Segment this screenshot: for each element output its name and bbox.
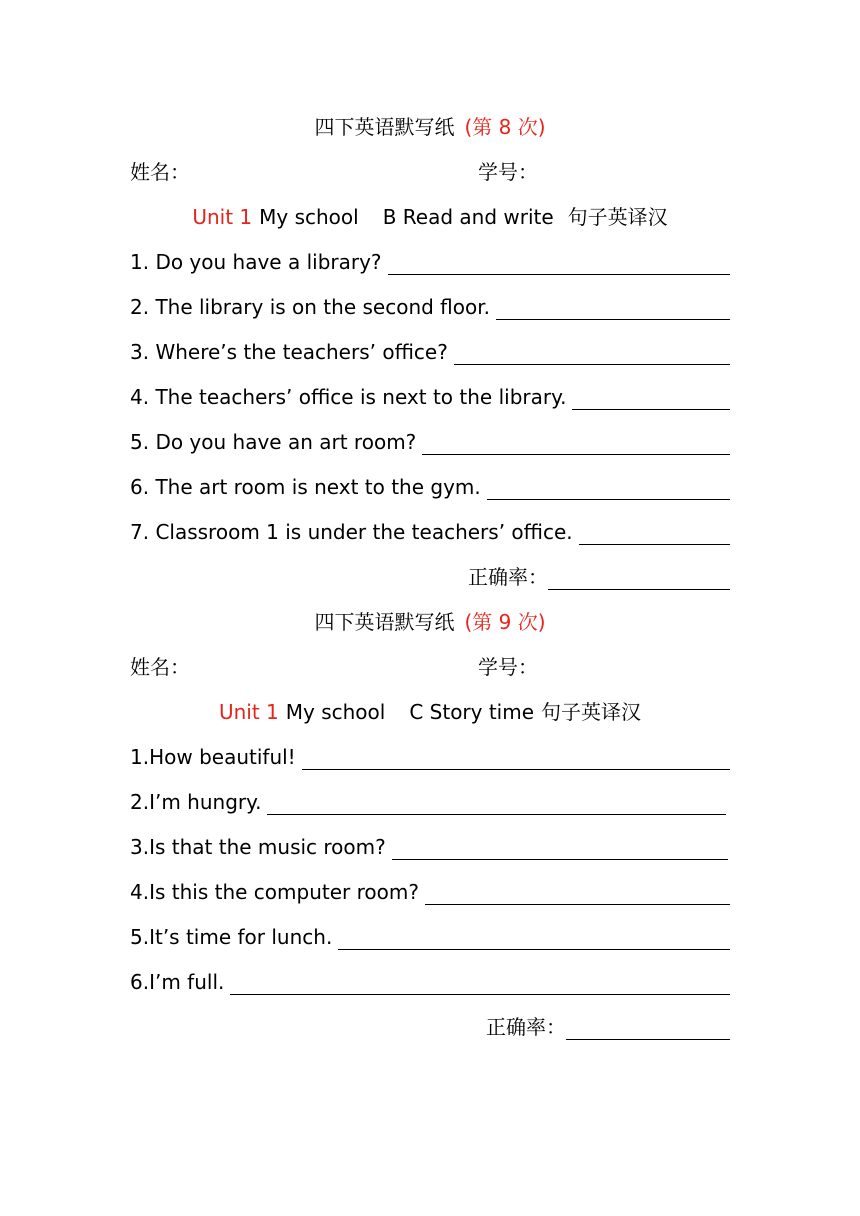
sheet2-title-count: (第 9 次) — [464, 610, 546, 634]
sheet2-task: 句子英译汉 — [541, 700, 642, 724]
sheet1-item — [130, 245, 730, 275]
answer-blank[interactable] — [230, 972, 730, 995]
sheet1-item-text: 6. The art room is next to the gym. — [130, 475, 481, 499]
answer-blank[interactable] — [338, 927, 730, 950]
sheet1-item — [130, 335, 730, 365]
sheet1-name-label: 姓名： — [130, 160, 190, 184]
sheet2-item — [130, 785, 730, 815]
sheet2-unit-heading — [130, 695, 730, 725]
sheet1-score-row — [130, 560, 730, 590]
sheet1-item-text: 4. The teachers’ office is next to the library. — [130, 385, 567, 409]
answer-blank[interactable] — [392, 837, 728, 860]
answer-blank[interactable] — [425, 882, 730, 905]
sheet1-item — [130, 470, 730, 500]
sheet1-title-count: (第 8 次) — [464, 115, 546, 139]
score-blank[interactable] — [548, 567, 730, 590]
sheet1-name-id-row — [130, 155, 730, 185]
answer-blank[interactable] — [302, 747, 730, 770]
sheet2-unit-label: Unit 1 — [218, 700, 279, 724]
sheet1-score-label: 正确率： — [468, 565, 548, 589]
sheet2-title — [130, 605, 730, 635]
sheet2-item-text: 5.It’s time for lunch. — [130, 925, 333, 949]
sheet2-item — [130, 920, 730, 950]
sheet1-task: 句子英译汉 — [567, 205, 668, 229]
sheet2-item — [130, 830, 730, 860]
answer-blank[interactable] — [579, 522, 730, 545]
sheet2-unit-rest: My school — [285, 700, 386, 724]
sheet2-title-main: 四下英语默写纸 — [314, 610, 455, 634]
sheet2-item — [130, 875, 730, 905]
sheet2-score-row — [130, 1010, 730, 1040]
sheet2-score-label: 正确率： — [486, 1015, 566, 1039]
answer-blank[interactable] — [487, 477, 730, 500]
sheet2-item — [130, 740, 730, 770]
sheet2-item-text: 4.Is this the computer room? — [130, 880, 419, 904]
answer-blank[interactable] — [388, 252, 730, 275]
sheet1-item — [130, 290, 730, 320]
sheet2-item — [130, 965, 730, 995]
score-blank[interactable] — [566, 1017, 730, 1040]
sheet1-title-main: 四下英语默写纸 — [314, 115, 455, 139]
sheet1-item-text: 7. Classroom 1 is under the teachers’ office. — [130, 520, 573, 544]
sheet1-unit-heading — [130, 200, 730, 230]
sheet1-item-text: 1. Do you have a library? — [130, 250, 382, 274]
sheet2-item-text: 3.Is that the music room? — [130, 835, 386, 859]
sheet2-name-id-row — [130, 650, 730, 680]
sheet2-section: C Story time — [409, 700, 535, 724]
sheet2-name-label: 姓名： — [130, 655, 190, 679]
answer-blank[interactable] — [422, 432, 730, 455]
sheet1-section: B Read and write — [382, 205, 554, 229]
sheet2-id-label: 学号： — [478, 655, 538, 679]
sheet1-title — [130, 110, 730, 140]
sheet2-item-text: 2.I’m hungry. — [130, 790, 262, 814]
sheet1-item-text: 5. Do you have an art room? — [130, 430, 417, 454]
answer-blank[interactable] — [572, 387, 730, 410]
sheet1-id-label: 学号： — [478, 160, 538, 184]
sheet2-item-text: 6.I’m full. — [130, 970, 225, 994]
answer-blank[interactable] — [496, 297, 730, 320]
answer-blank[interactable] — [267, 792, 726, 815]
sheet1-unit-rest: My school — [259, 205, 359, 229]
answer-blank[interactable] — [454, 342, 730, 365]
sheet1-item — [130, 425, 730, 455]
sheet1-unit-label: Unit 1 — [192, 205, 253, 229]
sheet1-item-text: 2. The library is on the second floor. — [130, 295, 490, 319]
sheet1-item — [130, 515, 730, 545]
sheet1-item — [130, 380, 730, 410]
sheet2-item-text: 1.How beautiful! — [130, 745, 296, 769]
sheet1-item-text: 3. Where’s the teachers’ office? — [130, 340, 448, 364]
